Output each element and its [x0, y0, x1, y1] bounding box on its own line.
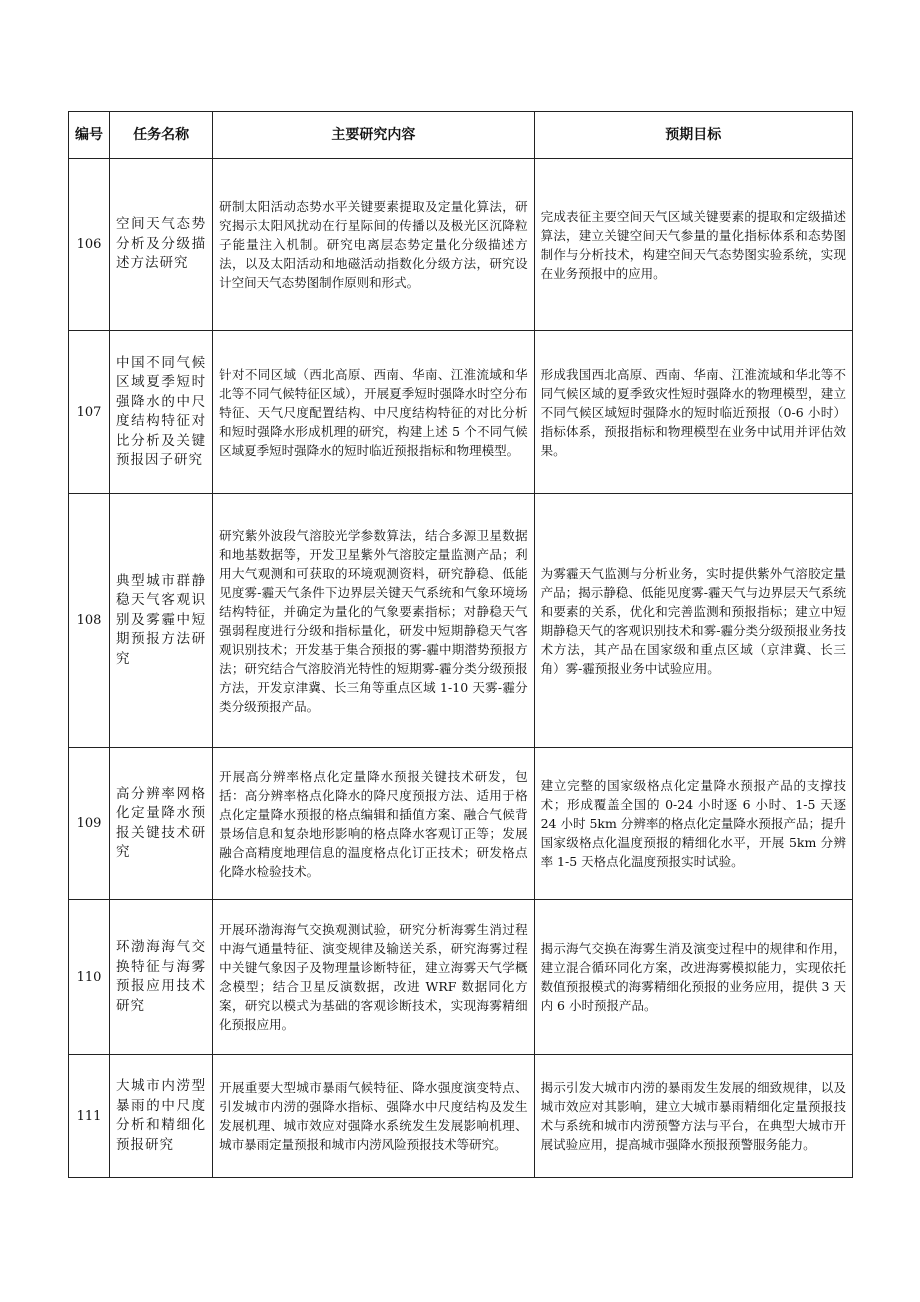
table-row: [69, 748, 853, 900]
research-content: 开展环渤海海气交换观测试验，研究分析海雾生消过程中海气通量特征、演变规律及输送关系，研究海雾过程中关键气象因子及物理量诊断特征，建立海雾天气学概念模型；结合卫星反演数据，改进 WRF 数据同化方案，研究以模式为基础的客观诊断技术，实现海雾精细化预报应用。: [213, 900, 534, 1055]
research-content: 开展重要大型城市暴雨气候特征、降水强度演变特点、引发城市内涝的强降水指标、强降水中尺度结构及发生发展机理、城市效应对强降水系统发生发展影响机理、城市暴雨定量预报和城市内涝风险预报技术等研究。: [213, 1055, 534, 1178]
header-task-name: 任务名称: [110, 112, 213, 159]
task-name: 典型城市群静稳天气客观识别及雾霾中短期预报方法研究: [110, 494, 213, 748]
row-number: 111: [69, 1055, 110, 1178]
table-row: [69, 1055, 853, 1178]
row-number: 108: [69, 494, 110, 748]
table-row: [69, 331, 853, 494]
row-number: 110: [69, 900, 110, 1055]
expected-goal: 形成我国西北高原、西南、华南、江淮流域和华北等不同气候区域的夏季致灾性短时强降水的物理模型，建立不同气候区域短时强降水的短时临近预报（0-6 小时）指标体系，预报指标和物理模型在业务中试用并评估效果。: [534, 331, 852, 494]
expected-goal: 为雾霾天气监测与分析业务，实时提供紫外气溶胶定量产品；揭示静稳、低能见度雾-霾天气与边界层天气系统和要素的关系，优化和完善监测和预报指标；建立中短期静稳天气的客观识别技术和雾-霾分类分级预报业务技术方法，其产品在国家级和重点区域（京津冀、长三角）雾-霾预报业务中试验应用。: [534, 494, 852, 748]
expected-goal: 建立完整的国家级格点化定量降水预报产品的支撑技术；形成覆盖全国的 0-24 小时逐 6 小时、1-5 天逐 24 小时 5km 分辨率的格点化定量降水预报产品；提升国家级格点化温度预报的精细化水平，开展 5km 分辨率 1-5 天格点化温度预报实时试验。: [534, 748, 852, 900]
research-content: 开展高分辨率格点化定量降水预报关键技术研发，包括：高分辨率格点化降水的降尺度预报方法、适用于格点化定量降水预报的格点编辑和插值方案、融合气候背景场信息和复杂地形影响的格点降水客观订正等；发展融合高精度地理信息的温度格点化订正技术；研发格点化降水检验技术。: [213, 748, 534, 900]
row-number: 107: [69, 331, 110, 494]
task-table: [68, 111, 853, 1178]
table-row: [69, 900, 853, 1055]
task-name: 大城市内涝型暴雨的中尺度分析和精细化预报研究: [110, 1055, 213, 1178]
expected-goal: 揭示引发大城市内涝的暴雨发生发展的细致规律，以及城市效应对其影响，建立大城市暴雨精细化定量预报技术与系统和城市内涝预警方法与平台，在典型大城市开展试验应用，提高城市强降水预报预警服务能力。: [534, 1055, 852, 1178]
expected-goal: 完成表征主要空间天气区域关键要素的提取和定级描述算法，建立关键空间天气参量的量化指标体系和态势图制作与分析技术，构建空间天气态势图实验系统，实现在业务预报中的应用。: [534, 159, 852, 331]
task-name: 中国不同气候区域夏季短时强降水的中尺度结构特征对比分析及关键预报因子研究: [110, 331, 213, 494]
header-research-content: 主要研究内容: [213, 112, 534, 159]
task-name: 高分辨率网格化定量降水预报关键技术研究: [110, 748, 213, 900]
row-number: 109: [69, 748, 110, 900]
row-number: 106: [69, 159, 110, 331]
table-header-row: [69, 112, 853, 159]
expected-goal: 揭示海气交换在海雾生消及演变过程中的规律和作用，建立混合循环同化方案，改进海雾模拟能力，实现依托数值预报模式的海雾精细化预报的业务应用，提供 3 天内 6 小时预报产品。: [534, 900, 852, 1055]
task-name: 环渤海海气交换特征与海雾预报应用技术研究: [110, 900, 213, 1055]
research-content: 研究紫外波段气溶胶光学参数算法，结合多源卫星数据和地基数据等，开发卫星紫外气溶胶定量监测产品；利用大气观测和可获取的环境观测资料，研究静稳、低能见度雾-霾天气条件下边界层关键天气系统和气象环境场结构特征，并确定为量化的气象要素指标；对静稳天气强弱程度进行分级和指标量化，研发中短期静稳天气客观识别技术；开发基于集合预报的雾-霾中期潜势预报方法；研究结合气溶胶消光特性的短期雾-霾分类分级预报方法，开发京津冀、长三角等重点区域 1-10 天雾-霾分类分级预报产品。: [213, 494, 534, 748]
research-content: 针对不同区域（西北高原、西南、华南、江淮流域和华北等不同气候特征区域），开展夏季短时强降水时空分布特征、天气尺度配置结构、中尺度结构特征的对比分析和短时强降水形成机理的研究，构建上述 5 个不同气候区域夏季短时强降水的短时临近预报指标和物理模型。: [213, 331, 534, 494]
header-expected-goal: 预期目标: [534, 112, 852, 159]
task-name: 空间天气态势分析及分级描述方法研究: [110, 159, 213, 331]
table-row: [69, 159, 853, 331]
header-number: 编号: [69, 112, 110, 159]
table-row: [69, 494, 853, 748]
research-content: 研制太阳活动态势水平关键要素提取及定量化算法，研究揭示太阳风扰动在行星际间的传播以及极光区沉降粒子能量注入机制。研究电离层态势定量化分级描述方法，以及太阳活动和地磁活动指数化分级方法，研究设计空间天气态势图制作原则和形式。: [213, 159, 534, 331]
